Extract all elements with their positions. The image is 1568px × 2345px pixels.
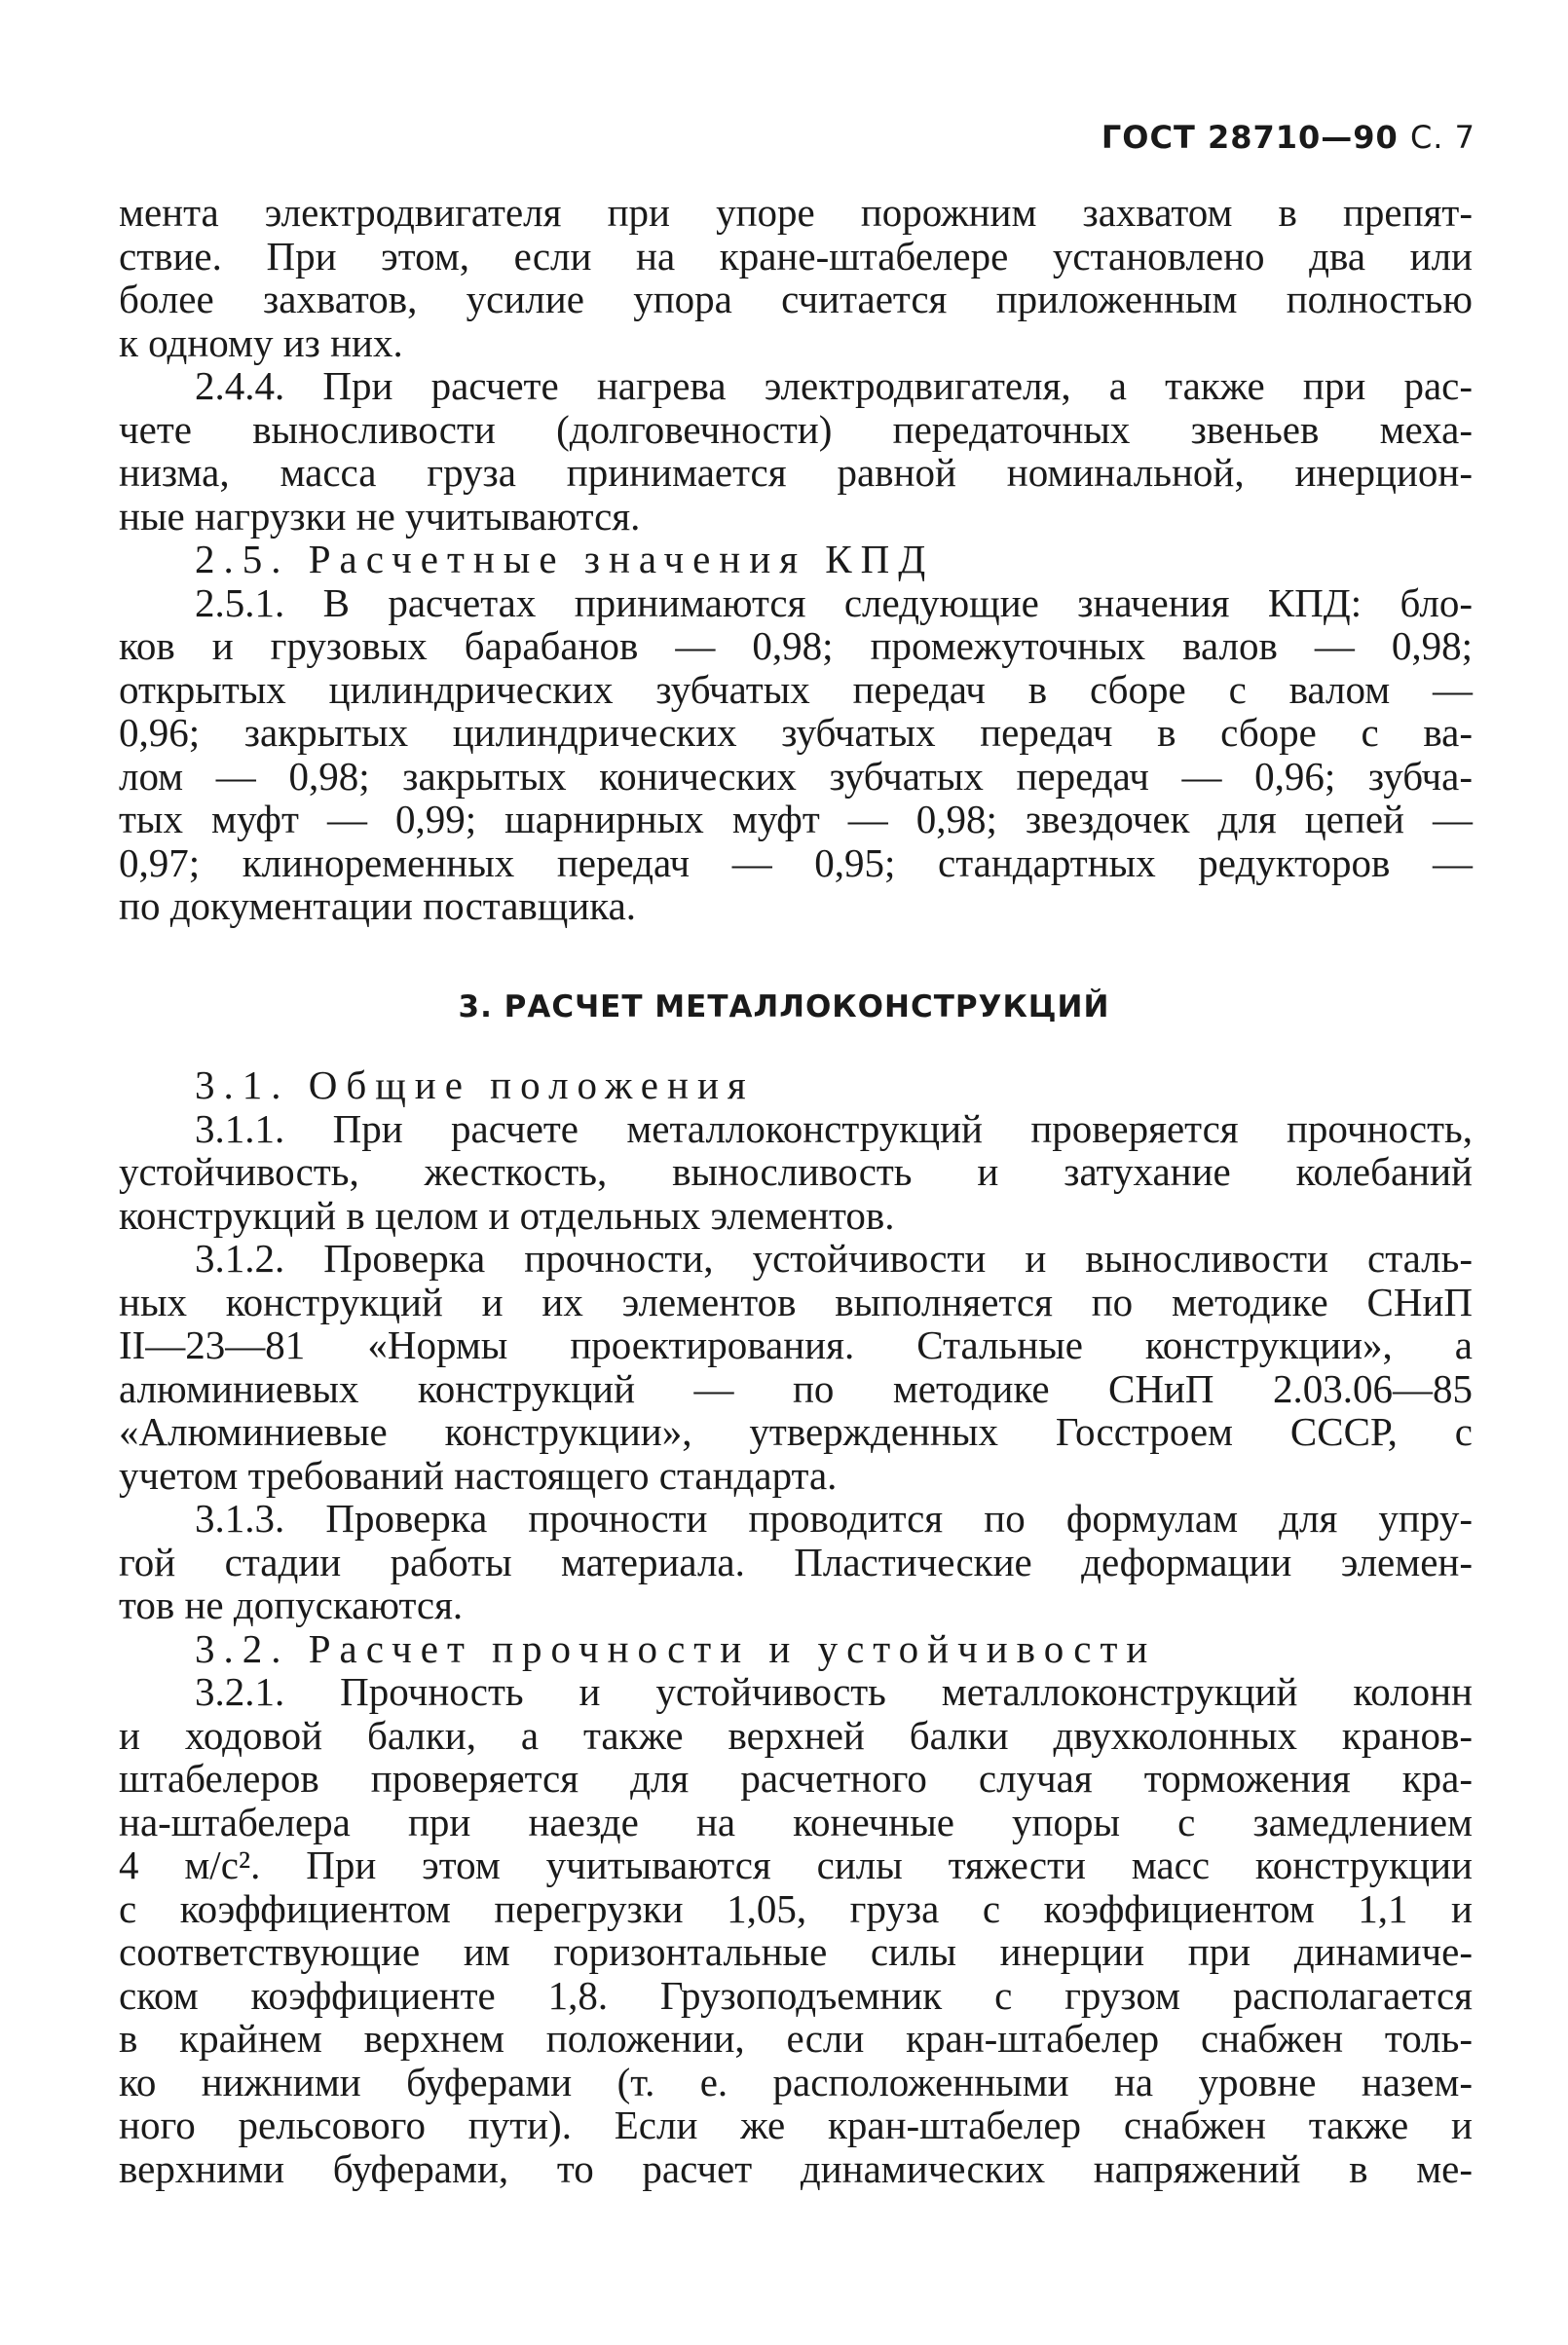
section-title: 3. РАСЧЕТ МЕТАЛЛОКОНСТРУКЦИЙ	[458, 989, 1110, 1024]
text-line: алюминиевых конструкций — по методике СНиП 2.03.06—85	[119, 1365, 1473, 1411]
text-line: ного рельсового пути). Если же кран-штабелер снабжен также и	[119, 2103, 1473, 2147]
text-line: тов не допускаются.	[119, 1582, 464, 1627]
text-line: с коэффициентом перегрузки 1,05, груза с коэффициентом 1,1 и	[119, 1885, 1473, 1931]
paragraph-2-4-4: 2.4.4. При расчете нагрева электродвигателя, а также при рас-	[195, 363, 1473, 408]
text-line: штабелеров проверяется для расчетного случая торможения кра-	[119, 1756, 1473, 1801]
text-line: конструкций в целом и отдельных элементов.	[119, 1192, 895, 1238]
text-line: устойчивость, жесткость, выносливость и затухание колебаний	[119, 1149, 1473, 1194]
text-line: на-штабелера при наезде на конечные упоры с замедлением	[119, 1799, 1473, 1844]
text-line: тых муфт — 0,99; шарнирных муфт — 0,98; звездочек для цепей —	[119, 797, 1473, 841]
text-line: «Алюминиевые конструкции», утвержденных Госстроем СССР, с	[119, 1409, 1473, 1454]
standard-number: ГОСТ 28710—90	[1101, 119, 1399, 156]
text-line: лом — 0,98; закрытых конических зубчатых передач — 0,96; зубча-	[119, 753, 1473, 799]
text-line: чете выносливости (долговечности) передаточных звеньев меха-	[119, 406, 1473, 452]
subsection-heading-3-1: 3.1. Общие положения	[195, 1062, 755, 1107]
paragraph-3-2-1: 3.2.1. Прочность и устойчивость металлоконструкций колонн	[195, 1669, 1473, 1714]
text-line: II—23—81 «Нормы проектирования. Стальные конструкции», а	[119, 1322, 1473, 1367]
text-line: более захватов, усилие упора считается приложенным полностью	[119, 277, 1473, 321]
subsection-heading-3-2: 3.2. Расчет прочности и устойчивости	[195, 1625, 1157, 1671]
text-line: ные нагрузки не учитываются.	[119, 493, 641, 539]
text-block-section-3	[119, 1063, 1473, 2190]
text-line: ко нижними буферами (т. е. расположенными на уровне назем-	[119, 2059, 1473, 2104]
text-line: 0,97; клиноременных передач — 0,95; стандартных редукторов —	[119, 839, 1473, 885]
text-block-section-2	[119, 191, 1473, 928]
text-line: к одному из них.	[119, 319, 403, 365]
paragraph-3-1-1: 3.1.1. При расчете металлоконструкций проверяется прочность,	[195, 1105, 1473, 1151]
text-line: низма, масса груза принимается равной номинальной, инерцион-	[119, 450, 1473, 495]
page-header	[1101, 119, 1475, 156]
text-line: 4 м/с². При этом учитываются силы тяжести масс конструкции	[119, 1842, 1473, 1887]
text-line: по документации поставщика.	[119, 883, 637, 928]
text-line: ском коэффициенте 1,8. Грузоподъемник с грузом располагается	[119, 1972, 1473, 2018]
text-line: 0,96; закрытых цилиндрических зубчатых передач в сборе с ва-	[119, 710, 1473, 755]
text-line: ков и грузовых барабанов — 0,98; промежуточных валов — 0,98;	[119, 623, 1473, 668]
paragraph-3-1-3: 3.1.3. Проверка прочности проводится по формулам для упру-	[195, 1496, 1473, 1541]
page-number: С. 7	[1409, 119, 1475, 156]
text-line: и ходовой балки, а также верхней балки двухколонных кранов-	[119, 1712, 1473, 1758]
text-line: соответствующие им горизонтальные силы инерции при динамиче-	[119, 1929, 1473, 1974]
text-line: верхними буферами, то расчет динамических напряжений в ме-	[119, 2145, 1473, 2191]
paragraph-3-1-2: 3.1.2. Проверка прочности, устойчивости и выносливости сталь-	[195, 1236, 1473, 1281]
subsection-heading-2-5: 2.5. Расчетные значения КПД	[195, 537, 935, 581]
text-line: гой стадии работы материала. Пластические деформации элемен-	[119, 1539, 1473, 1584]
text-line: в крайнем верхнем положении, если кран-штабелер снабжен толь-	[119, 2016, 1473, 2061]
text-line: открытых цилиндрических зубчатых передач в сборе с валом —	[119, 666, 1473, 712]
text-line: ных конструкций и их элементов выполняется по методике СНиП	[119, 1279, 1473, 1324]
text-line: ствие. При этом, если на кране-штабелере установлено два или	[119, 233, 1473, 279]
paragraph-2-5-1: 2.5.1. В расчетах принимаются следующие значения КПД: бло-	[195, 579, 1473, 625]
text-line: учетом требований настоящего стандарта.	[119, 1452, 838, 1498]
text-line: мента электродвигателя при упоре порожним захватом в препят-	[119, 190, 1473, 235]
